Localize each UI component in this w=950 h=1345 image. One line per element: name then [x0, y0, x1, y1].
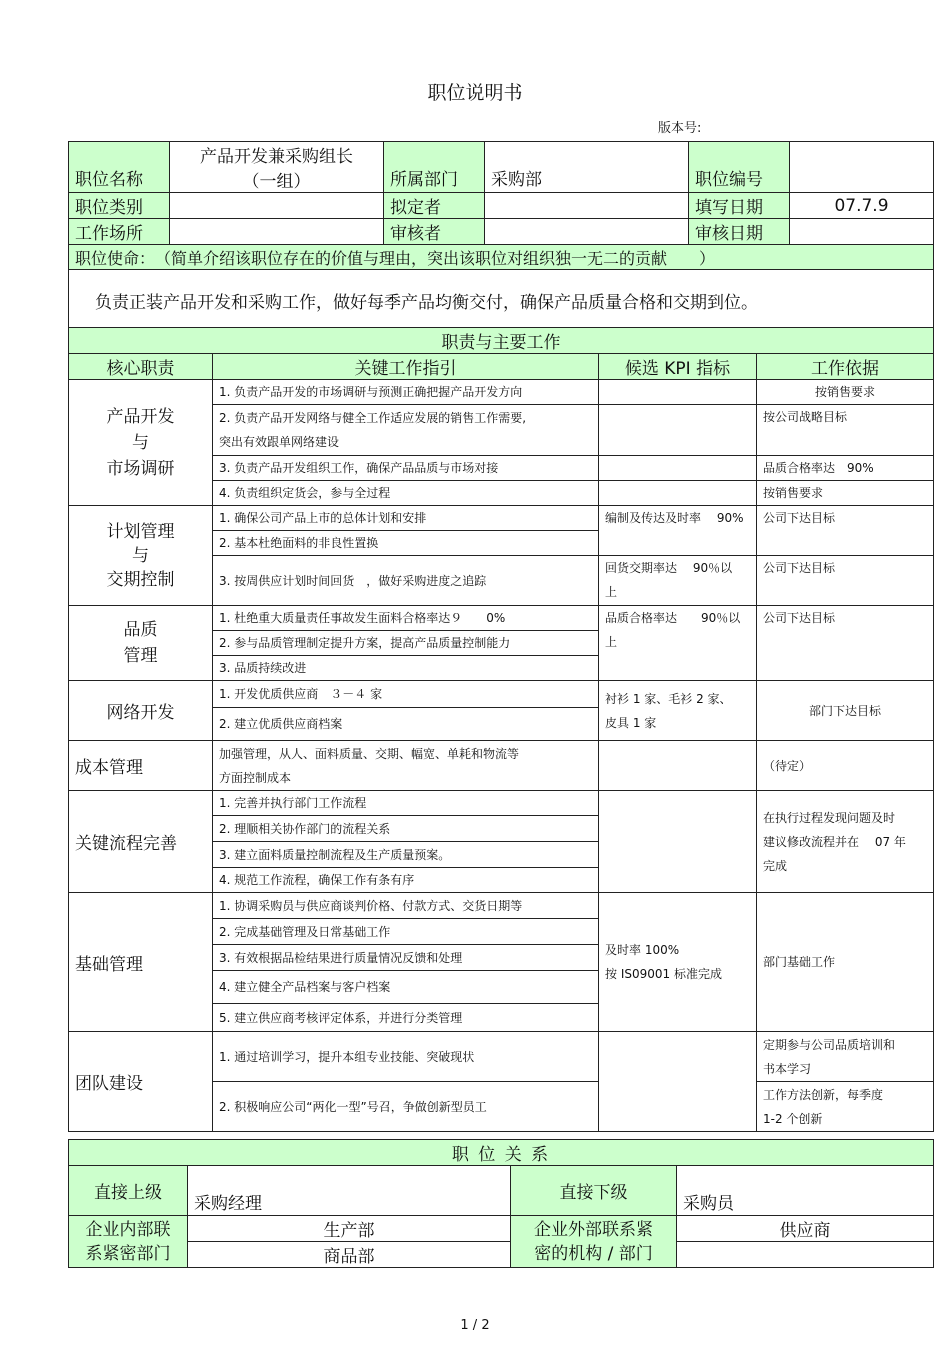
- duty-team-building: 团队建设: [69, 1032, 213, 1132]
- kpi-cell: 品质合格率达 90％以 上: [599, 606, 757, 681]
- col-key-guideline: 关键工作指引: [213, 354, 599, 380]
- header-table: [68, 141, 934, 331]
- external-contact: 供应商: [677, 1216, 934, 1242]
- duty-quality: 品质 管理: [69, 606, 213, 681]
- drafter-value: [485, 193, 689, 219]
- guideline-item: 1. 开发优质供应商 ３－４ 家: [213, 681, 599, 708]
- reviewer-value: [485, 219, 689, 245]
- internal-contact: 商品部: [188, 1242, 511, 1268]
- duty-network: 网络开发: [69, 681, 213, 741]
- guideline-item: 3. 有效根据品检结果进行质量情况反馈和处理: [213, 945, 599, 971]
- col-basis: 工作依据: [757, 354, 934, 380]
- fill-date-value: 07.7.9: [790, 193, 934, 219]
- duties-table: [68, 327, 934, 1132]
- guideline-item: 2. 理顺相关协作部门的流程关系: [213, 816, 599, 842]
- kpi-cell: 编制及传达及时率 90%: [599, 506, 757, 556]
- guideline-item: 2. 基本杜绝面料的非良性置换: [213, 531, 599, 556]
- guideline-item: 4. 建立健全产品档案与客户档案: [213, 971, 599, 1004]
- version-label: 版本号:: [658, 121, 702, 136]
- guideline-item: 加强管理，从人、面料质量、交期、幅宽、单耗和物流等 方面控制成本: [213, 741, 599, 791]
- duty-product-development: 产品开发 与 市场调研: [69, 380, 213, 506]
- basis-cell: 公司下达目标: [757, 606, 934, 681]
- guideline-item: 2. 积极响应公司“两化一型”号召，争做创新型员工: [213, 1082, 599, 1132]
- basis-cell: （待定）: [757, 741, 934, 791]
- guideline-item: 2. 建立优质供应商档案: [213, 708, 599, 741]
- duties-section-title: 职责与主要工作: [69, 328, 934, 354]
- kpi-cell: [599, 380, 757, 405]
- reviewer-label: 审核者: [384, 219, 485, 245]
- page-title: 职位说明书: [427, 82, 523, 104]
- kpi-cell: [599, 405, 757, 456]
- col-core-duty: 核心职责: [69, 354, 213, 380]
- basis-cell: 品质合格率达 90%: [757, 456, 934, 481]
- basis-cell: 按公司战略目标: [757, 405, 934, 456]
- basis-cell: 公司下达目标: [757, 506, 934, 556]
- guideline-item: 1. 通过培训学习，提升本组专业技能、突破现状: [213, 1032, 599, 1082]
- department-value: 采购部: [485, 142, 689, 193]
- col-kpi: 候选 KPI 指标: [599, 354, 757, 380]
- page-number: 1 / 2: [460, 1318, 490, 1333]
- basis-cell: 工作方法创新，每季度 1-2 个创新: [757, 1082, 934, 1132]
- internal-contacts-label: 企业内部联 系紧密部门: [69, 1216, 188, 1268]
- mission-header: 职位使命： （简单介绍该职位存在的价值与理由，突出该职位对组织独一无二的贡献 ）: [69, 245, 934, 270]
- guideline-item: 1. 负责产品开发的市场调研与预测正确把握产品开发方向: [213, 380, 599, 405]
- guideline-item: 1. 杜绝重大质量责任事故发生面料合格率达９ 0%: [213, 606, 599, 631]
- guideline-item: 1. 确保公司产品上市的总体计划和安排: [213, 506, 599, 531]
- kpi-cell: [599, 456, 757, 481]
- department-label: 所属部门: [384, 142, 485, 193]
- guideline-item: 1. 完善并执行部门工作流程: [213, 791, 599, 816]
- review-date-label: 审核日期: [689, 219, 790, 245]
- internal-contact: 生产部: [188, 1216, 511, 1242]
- kpi-cell: 及时率 100% 按 IS09001 标准完成: [599, 893, 757, 1032]
- subordinate-value: 采购员: [677, 1166, 934, 1216]
- basis-cell: 部门下达目标: [757, 681, 934, 741]
- drafter-label: 拟定者: [384, 193, 485, 219]
- basis-cell: 按销售要求: [757, 481, 934, 506]
- basis-cell: 按销售要求: [757, 380, 934, 405]
- guideline-item: 4. 规范工作流程，确保工作有条有序: [213, 868, 599, 893]
- mission-text: 负责正装产品开发和采购工作，做好每季产品均衡交付，确保产品质量合格和交期到位。: [69, 270, 934, 331]
- guideline-item: 3. 按周供应计划时间回货 ，做好采购进度之追踪: [213, 556, 599, 606]
- kpi-cell: 回货交期率达 90％以 上: [599, 556, 757, 606]
- guideline-item: 1. 协调采购员与供应商谈判价格、付款方式、交货日期等: [213, 893, 599, 919]
- position-code-label: 职位编号: [689, 142, 790, 193]
- duty-planning: 计划管理 与 交期控制: [69, 506, 213, 606]
- duty-cost: 成本管理: [69, 741, 213, 791]
- subordinate-label: 直接下级: [511, 1166, 677, 1216]
- guideline-item: 2. 参与品质管理制定提升方案，提高产品质量控制能力: [213, 631, 599, 656]
- fill-date-label: 填写日期: [689, 193, 790, 219]
- kpi-cell: [599, 741, 757, 791]
- basis-cell: 在执行过程发现问题及时 建议修改流程并在 07 年 完成: [757, 791, 934, 893]
- workplace-label: 工作场所: [69, 219, 170, 245]
- guideline-item: 2. 负责产品开发网络与健全工作适应发展的销售工作需要, 突出有效跟单网络建设: [213, 405, 599, 456]
- kpi-cell: [599, 791, 757, 893]
- superior-label: 直接上级: [69, 1166, 188, 1216]
- duty-basic-management: 基础管理: [69, 893, 213, 1032]
- guideline-item: 3. 负责产品开发组织工作，确保产品品质与市场对接: [213, 456, 599, 481]
- external-contact: [677, 1242, 934, 1268]
- relations-table: [68, 1139, 934, 1268]
- guideline-item: 4. 负责组织定货会，参与全过程: [213, 481, 599, 506]
- external-contacts-label: 企业外部联系紧 密的机构 / 部门: [511, 1216, 677, 1268]
- category-value: [170, 193, 384, 219]
- kpi-cell: 衬衫 1 家、毛衫 2 家、 皮具 1 家: [599, 681, 757, 741]
- basis-cell: 公司下达目标: [757, 556, 934, 606]
- review-date-value: [790, 219, 934, 245]
- kpi-cell: [599, 481, 757, 506]
- basis-cell: 定期参与公司品质培训和 书本学习: [757, 1032, 934, 1082]
- guideline-item: 3. 建立面料质量控制流程及生产质量预案。: [213, 842, 599, 868]
- position-name-value: 产品开发兼采购组长 （一组）: [170, 142, 384, 193]
- guideline-item: 2. 完成基础管理及日常基础工作: [213, 919, 599, 945]
- superior-value: 采购经理: [188, 1166, 511, 1216]
- guideline-item: 3. 品质持续改进: [213, 656, 599, 681]
- position-name-label: 职位名称: [69, 142, 170, 193]
- category-label: 职位类别: [69, 193, 170, 219]
- relations-section-title: 职 位 关 系: [69, 1140, 934, 1166]
- position-code-value: [790, 142, 934, 193]
- duty-process: 关键流程完善: [69, 791, 213, 893]
- guideline-item: 5. 建立供应商考核评定体系，并进行分类管理: [213, 1004, 599, 1032]
- kpi-cell: [599, 1032, 757, 1132]
- basis-cell: 部门基础工作: [757, 893, 934, 1032]
- workplace-value: [170, 219, 384, 245]
